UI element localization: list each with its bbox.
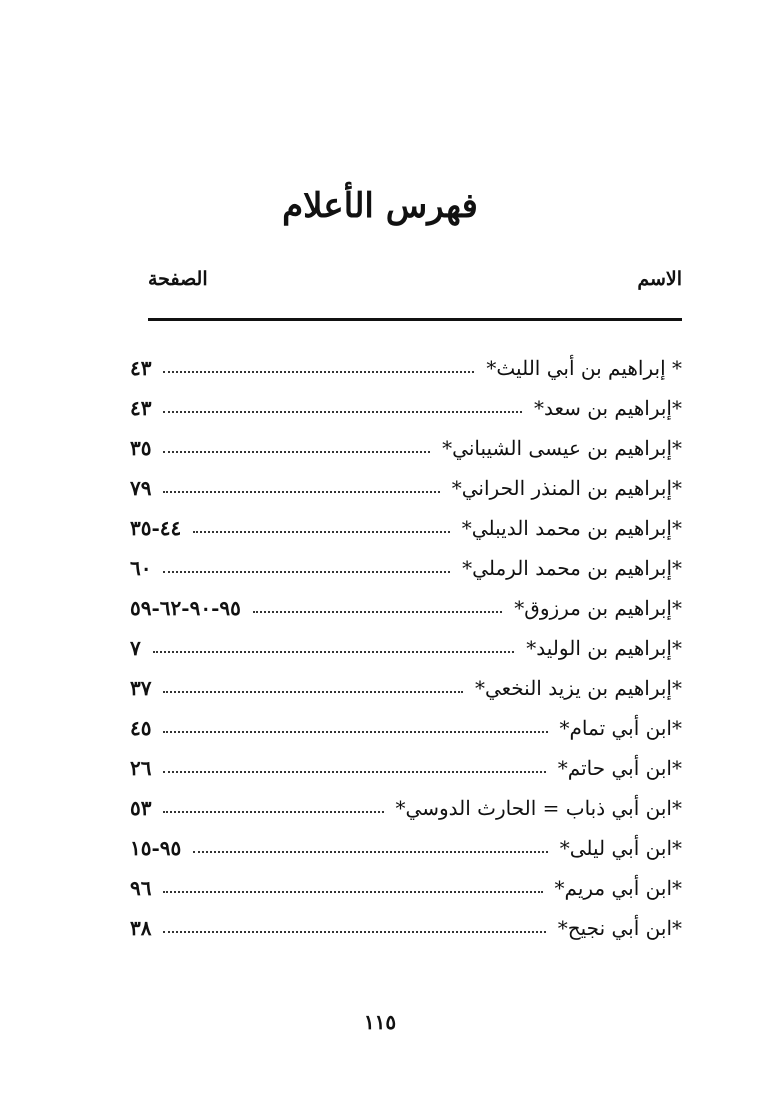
- leader-dots: [163, 571, 450, 573]
- entry-name: * إبراهيم بن أبي الليث*: [486, 356, 682, 380]
- index-entry: [130, 828, 682, 868]
- index-entry: [130, 628, 682, 668]
- leader-dots: [163, 451, 430, 453]
- entry-pages: ٩٦: [130, 876, 152, 900]
- entry-name: *ابن أبي مريم*: [554, 876, 682, 900]
- index-entry: [130, 868, 682, 908]
- leader-dots: [193, 531, 450, 533]
- index-entry: [130, 788, 682, 828]
- entry-name: *إبراهيم بن مرزوق*: [514, 596, 682, 620]
- leader-dots: [163, 691, 462, 693]
- leader-dots: [163, 891, 542, 893]
- leader-dots: [163, 491, 439, 493]
- entry-name: *ابن أبي ذباب = الحارث الدوسي*: [395, 796, 682, 820]
- name-column-header: الاسم: [637, 268, 682, 290]
- entry-pages: ٤٣: [130, 396, 152, 420]
- index-entry: [130, 588, 682, 628]
- leader-dots: [253, 611, 502, 613]
- entry-name: *إبراهيم بن عيسى الشيباني*: [442, 436, 682, 460]
- header-divider: [148, 318, 682, 321]
- leader-dots: [193, 851, 547, 853]
- index-entry: [130, 348, 682, 388]
- index-entry: [130, 548, 682, 588]
- leader-dots: [163, 731, 547, 733]
- leader-dots: [163, 811, 383, 813]
- leader-dots: [163, 931, 545, 933]
- column-header-row: [148, 268, 682, 298]
- entry-pages: ٥٣: [130, 796, 152, 820]
- entry-name: *إبراهيم بن يزيد النخعي*: [474, 676, 682, 700]
- entry-name: *ابن أبي تمام*: [559, 716, 682, 740]
- entry-pages: ٤٥: [130, 716, 152, 740]
- page-number: ١١٥: [363, 1010, 397, 1034]
- entry-name: *إبراهيم بن المنذر الحراني*: [451, 476, 682, 500]
- page-title: فهرس الأعلام: [282, 186, 478, 226]
- entry-pages: ٤٣: [130, 356, 152, 380]
- entry-pages: ٣٥: [130, 436, 152, 460]
- leader-dots: [163, 771, 545, 773]
- entry-pages: ٣٧: [130, 676, 152, 700]
- index-entry: [130, 508, 682, 548]
- entry-pages: ٩٥-١٥: [130, 836, 182, 860]
- entry-name: *إبراهيم بن محمد الديبلي*: [461, 516, 682, 540]
- index-entry: [130, 428, 682, 468]
- entry-pages: ٤٤-٣٥: [130, 516, 182, 540]
- entry-pages: ٣٨: [130, 916, 152, 940]
- entry-name: *ابن أبي حاتم*: [557, 756, 682, 780]
- index-entry: [130, 468, 682, 508]
- leader-dots: [163, 371, 474, 373]
- page-column-header: الصفحة: [148, 268, 208, 290]
- index-entry: [130, 668, 682, 708]
- leader-dots: [163, 411, 521, 413]
- index-entry: [130, 748, 682, 788]
- entry-name: *إبراهيم بن الوليد*: [526, 636, 682, 660]
- index-entries: [130, 348, 682, 948]
- entry-pages: ٢٦: [130, 756, 152, 780]
- leader-dots: [153, 651, 515, 653]
- entry-name: *إبراهيم بن محمد الرملي*: [462, 556, 682, 580]
- entry-name: *ابن أبي نجيح*: [557, 916, 682, 940]
- entry-pages: ٦٠: [130, 556, 152, 580]
- index-entry: [130, 708, 682, 748]
- index-entry: [130, 908, 682, 948]
- entry-name: *إبراهيم بن سعد*: [533, 396, 682, 420]
- index-entry: [130, 388, 682, 428]
- entry-pages: ٧: [130, 636, 141, 660]
- entry-pages: ٩٥-٩٠-٦٢-٥٩: [130, 596, 241, 620]
- entry-name: *ابن أبي ليلى*: [559, 836, 682, 860]
- entry-pages: ٧٩: [130, 476, 152, 500]
